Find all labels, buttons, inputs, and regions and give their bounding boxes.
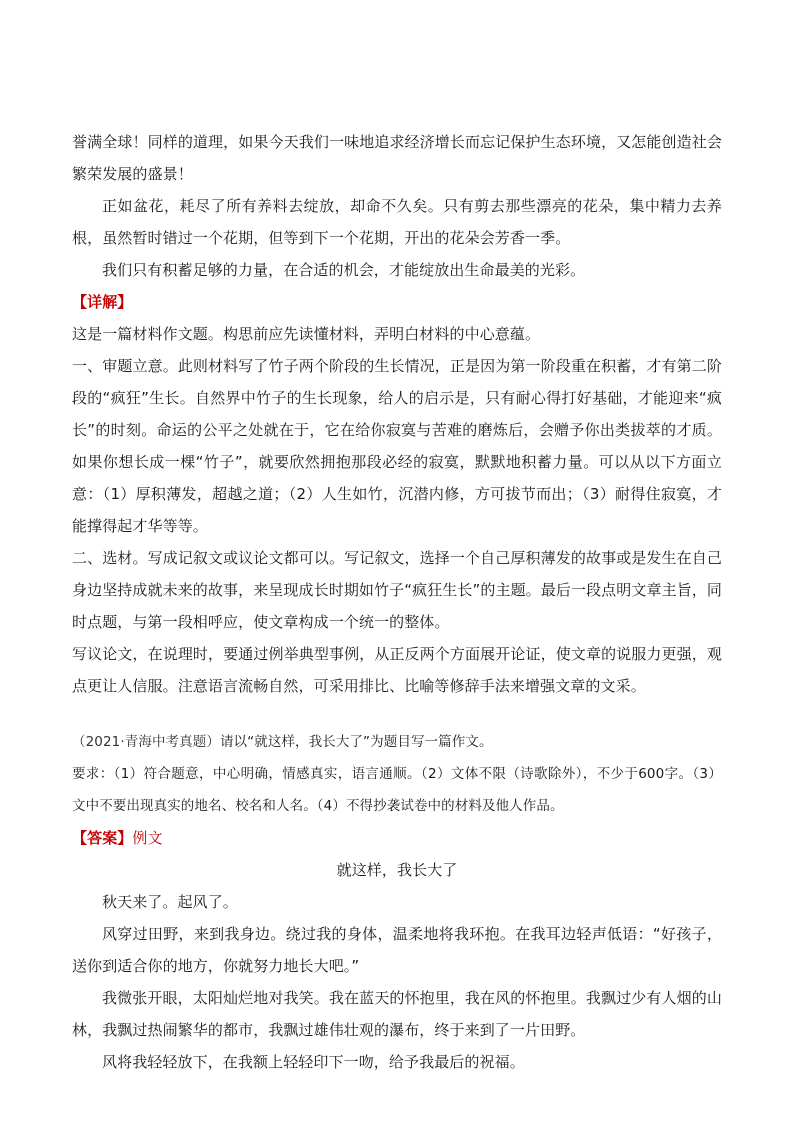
question-line [72,726,722,758]
answer-label: 例文 [132,829,163,847]
answer-tag: 【答案】 [72,829,133,847]
section-gap [72,702,722,726]
essay-paragraph-4: 风将我轻轻放下，在我额上轻轻印下一吻，给予我最后的祝福。 [102,1053,525,1071]
essay-paragraph-3: 我微张开眼，太阳灿烂地对我笑。我在蓝天的怀抱里，我在风的怀抱里。我飘过少有人烟的山林，我飘过热闹繁华的都市，我飘过雄伟壮观的瀑布，终于来到了一片田野。 [72,989,722,1039]
passage-paragraph-3: 我们只有积蓄足够的力量，在合适的机会，才能绽放出生命最美的光彩。 [102,261,586,279]
page-content [72,126,722,1078]
question-requirements: 要求：（1）符合题意，中心明确，情感真实，语言通顺。（2）文体不限（诗歌除外），不少于600字。（3）文中不要出现真实的地名、校名和人名。（4）不得抄袭试卷中的材料及他人作品。 [72,766,722,814]
essay-paragraph-2: 风穿过田野，来到我身边。绕过我的身体，温柔地将我环抱。在我耳边轻声低语：“好孩子，送你到适合你的地方，你就努力地长大吧。” [72,925,722,975]
analysis-heading: 【详解】 [72,293,133,311]
answer-line [72,822,722,854]
analysis-intro: 这是一篇材料作文题。构思前应先读懂材料，弄明白材料的中心意蕴。 [72,325,541,343]
essay-title: 就这样，我长大了 [336,861,458,879]
question-source: （2021·青海中考真题） [72,734,220,750]
analysis-point-3: 写议论文，在说理时，要通过例举典型事例，从正反两个方面展开论证，使文章的说服力更强，观点更让人信服。注意语言流畅自然，可采用排比、比喻等修辞手法来增强文章的文采。 [72,645,722,695]
essay-paragraph-1: 秋天来了。起风了。 [102,893,238,911]
question-prompt: 请以“就这样，我长大了”为题目写一篇作文。 [219,734,493,750]
passage-paragraph-1: 誉满全球！同样的道理，如果今天我们一味地追求经济增长而忘记保护生态环境，又怎能创造社会繁荣发展的盛景！ [72,133,722,183]
passage-paragraph-2: 正如盆花，耗尽了所有养料去绽放，却命不久矣。只有剪去那些漂亮的花朵，集中精力去养根，虽然暂时错过一个花期，但等到下一个花期，开出的花朵会芳香一季。 [72,197,722,247]
analysis-point-1: 一、审题立意。此则材料写了竹子两个阶段的生长情况，正是因为第一阶段重在积蓄，才有第二阶段的“疯狂”生长。自然界中竹子的生长现象，给人的启示是，只有耐心得打好基础，才能迎来“疯长”的时刻。命运的公平之处就在于，它在给你寂寞与苦难的磨炼后，会赠予你出类拔萃的才质。如果你想长成一棵“竹子”，就要欣然拥抱那段必经的寂寞，默默地积蓄力量。可以从以下方面立意：（1）厚积薄发，超越之道；（2）人生如竹，沉潜内修，方可拔节而出；（3）耐得住寂寞，才能撑得起才华等等。 [72,357,722,535]
analysis-point-2: 二、选材。写成记叙文或议论文都可以。写记叙文，选择一个自己厚积薄发的故事或是发生在自己身边坚持成就未来的故事，来呈现成长时期如竹子“疯狂生长”的主题。最后一段点明文章主旨，同时点题，与第一段相呼应，使文章构成一个统一的整体。 [72,549,722,631]
